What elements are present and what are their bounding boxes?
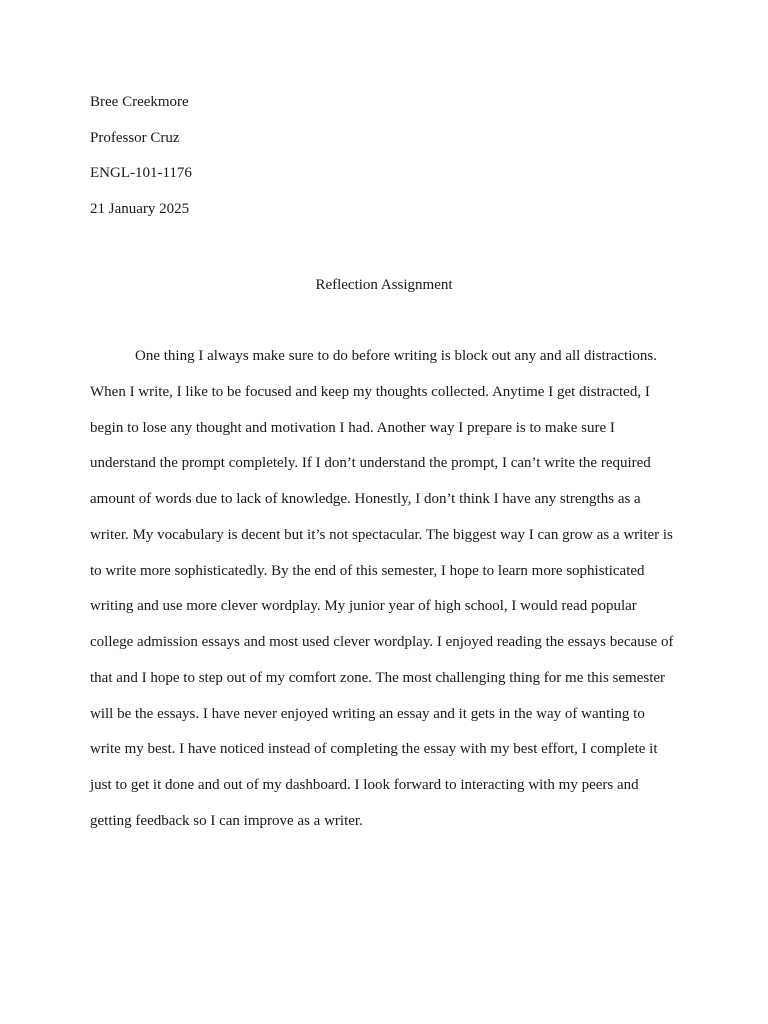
body-paragraph <box>90 346 682 847</box>
paragraph-line: will be the essays. I have never enjoyed writing an essay and it gets in the way of wanting to <box>90 705 645 722</box>
paragraph-line: write my best. I have noticed instead of completing the essay with my best effort, I complete it <box>90 741 658 758</box>
paragraph-line: that and I hope to step out of my comfort zone. The most challenging thing for me this semester <box>90 669 666 686</box>
student-name: Bree Creekmore <box>90 94 189 110</box>
document-date: 21 January 2025 <box>90 200 190 217</box>
paragraph-line: college admission essays and most used clever wordplay. I enjoyed reading the essays because of <box>90 634 674 650</box>
paragraph-line: One thing I always make sure to do before writing is block out any and all distractions. <box>135 348 657 364</box>
course-code: ENGL-101-1176 <box>90 165 192 181</box>
paragraph-line: begin to lose any thought and motivation I had. Another way I prepare is to make sure I <box>90 419 615 436</box>
document-title: Reflection Assignment <box>315 277 453 293</box>
paragraph-line: writer. My vocabulary is decent but it’s not spectacular. The biggest way I can grow as a writer is <box>90 526 673 543</box>
paragraph-line: understand the prompt completely. If I don’t understand the prompt, I can’t write the required <box>90 455 651 472</box>
paragraph-line: getting feedback so I can improve as a writer. <box>90 812 363 829</box>
paragraph-line: writing and use more clever wordplay. My junior year of high school, I would read popular <box>90 598 637 615</box>
paragraph-line: When I write, I like to be focused and keep my thoughts collected. Anytime I get distracted, I <box>90 383 650 400</box>
professor-name: Professor Cruz <box>90 129 180 146</box>
paragraph-line: amount of words due to lack of knowledge. Honestly, I don’t think I have any strengths as a <box>90 491 641 507</box>
paragraph-line: just to get it done and out of my dashboard. I look forward to interacting with my peers and <box>90 777 639 793</box>
mla-heading <box>90 92 690 234</box>
paragraph-line: to write more sophisticatedly. By the end of this semester, I hope to learn more sophisticated <box>90 562 645 579</box>
